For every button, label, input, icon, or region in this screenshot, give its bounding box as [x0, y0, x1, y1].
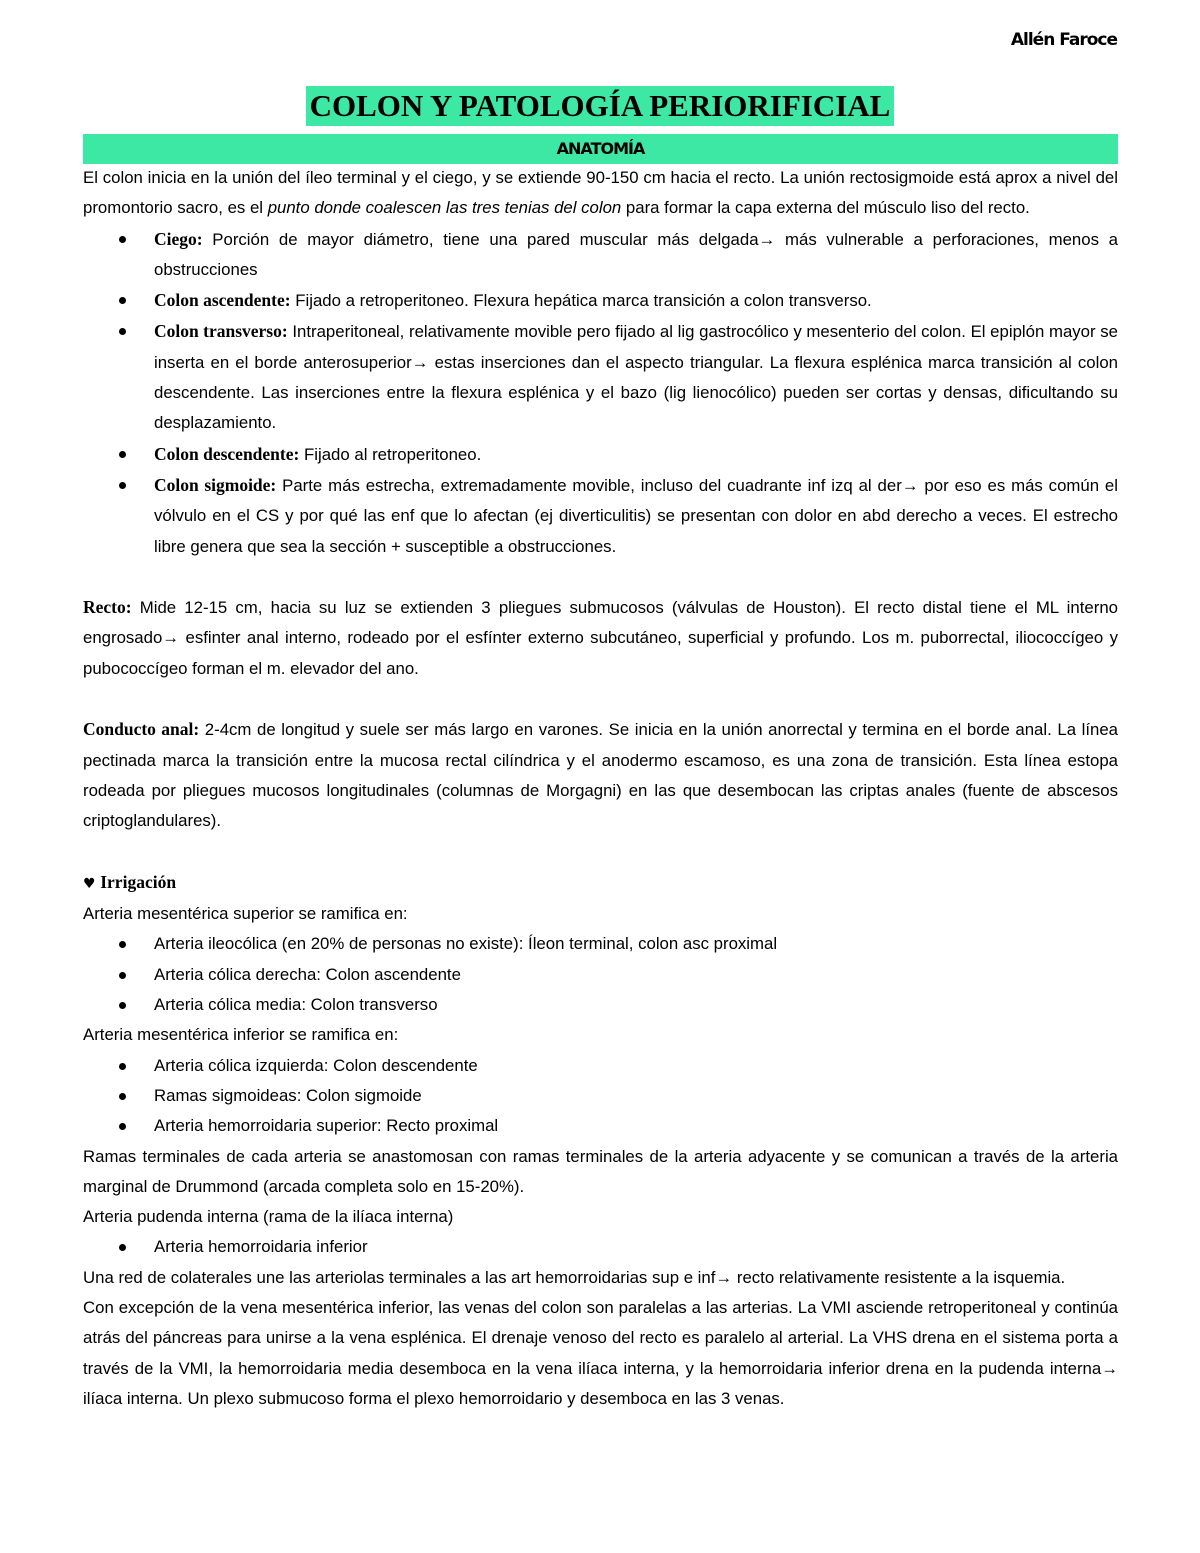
author-name: Allén Faroce	[1010, 30, 1117, 50]
spacer	[83, 684, 1118, 714]
list-item: Arteria hemorroidaria inferior	[83, 1232, 1118, 1262]
term-description: Parte más estrecha, extremadamente movible, incluso del cuadrante inf izq al der→ por eso es más común el vólvulo en el CS y por qué las enf que lo afectan (ej diverticulitis) se presentan con dolor en abd derecho a veces. El estrecho libre genera que sea la sección + susceptible a obstrucciones.	[154, 475, 1118, 556]
term-label: Colon ascendente:	[154, 290, 291, 311]
list-item	[83, 224, 1118, 286]
spacer	[83, 562, 1118, 592]
list-item: Arteria ileocólica (en 20% de personas no existe): Íleon terminal, colon asc proximal	[83, 929, 1118, 959]
pudenda-branches-list	[83, 1232, 1118, 1262]
conducto-paragraph	[83, 714, 1118, 836]
inf-intro: Arteria mesentérica inferior se ramifica en:	[83, 1025, 399, 1045]
term-label: Recto:	[83, 597, 132, 618]
heading-text: Irrigación	[100, 871, 177, 892]
list-item	[83, 439, 1118, 470]
term-label: Colon sigmoide:	[154, 474, 277, 495]
intro-text-a: El colon inicia en la unión del íleo terminal y el ciego, y se extiende 90-150 cm hacia el recto. La unión rectosigmoide está aprox a nivel del promontorio sacro, es el	[83, 168, 1118, 218]
irrigacion-heading	[83, 867, 1118, 899]
intro-text-c: para formar la capa externa del músculo liso del recto.	[621, 198, 1030, 218]
list-item: Ramas sigmoideas: Colon sigmoide	[83, 1081, 1118, 1111]
list-item	[83, 470, 1118, 562]
heart-icon: ♥	[83, 875, 96, 892]
term-description: Intraperitoneal, relativamente movible pero fijado al lig gastrocólico y mesenterio del colon. El epiplón mayor se inserta en el borde anterosuperior→ estas inserciones dan el aspecto triangular. La flexura esplénica marca transición al colon descendente. Las inserciones entre la flexura esplénica y el bazo (lig lienocólico) pueden ser cortas y densas, dificultando su desplazamiento.	[154, 322, 1118, 433]
venous-paragraph: Con excepción de la vena mesentérica inferior, las venas del colon son paralelas a las arterias. La VMI asciende retroperitoneal y continúa atrás del páncreas para unirse a la vena esplénica. El drenaje venoso del recto es paralelo al arterial. La VHS drena en el sistema porta a través de la VMI, la hemorroidaria media desemboca en la vena ilíaca interna, y la hemorroidaria inferior drena en la pudenda interna→ ilíaca interna. Un plexo submucoso forma el plexo hemorroidario y desemboca en las 3 venas.	[83, 1297, 1118, 1408]
term-description: Fijado a retroperitoneo. Flexura hepática marca transición a colon transverso.	[290, 291, 872, 311]
term-description: Porción de mayor diámetro, tiene una pared muscular más delgada→ más vulnerable a perforaciones, menos a obstrucciones	[154, 229, 1118, 279]
term-description: Fijado al retroperitoneo.	[299, 444, 482, 464]
term-label: Ciego:	[154, 228, 203, 249]
list-item: Arteria cólica derecha: Colon ascendente	[83, 960, 1118, 990]
list-item	[83, 285, 1118, 316]
list-item	[83, 316, 1118, 438]
inf-branches-list	[83, 1051, 1118, 1142]
page-title: COLON Y PATOLOGÍA PERIORIFICIAL	[306, 86, 895, 126]
intro-paragraph	[83, 163, 1118, 224]
pudenda-intro: Arteria pudenda interna (rama de la ilíaca interna)	[83, 1207, 454, 1227]
document-body	[83, 163, 1118, 1414]
list-item: Arteria hemorroidaria superior: Recto proximal	[83, 1111, 1118, 1141]
section-heading-anatomia: ANATOMÍA	[83, 134, 1118, 164]
spacer	[83, 837, 1118, 867]
sup-branches-list	[83, 929, 1118, 1020]
term-label: Colon descendente:	[154, 443, 300, 464]
term-label: Colon transverso:	[154, 321, 288, 342]
intro-text-italic: punto donde coalescen las tres tenias del colon	[267, 198, 622, 218]
colon-segments-list	[83, 224, 1118, 562]
term-description: Mide 12-15 cm, hacia su luz se extienden 3 pliegues submucosos (válvulas de Houston). El recto distal tiene el ML interno engrosado→ esfinter anal interno, rodeado por el esfínter externo subcutáneo, superficial y profundo. Los m. puborrectal, iliococcígeo y pubococcígeo forman el m. elevador del ano.	[83, 598, 1118, 678]
term-description: 2-4cm de longitud y suele ser más largo en varones. Se inicia en la unión anorrectal y termina en el borde anal. La línea pectinada marca la transición entre la mucosa rectal cilíndrica y el anodermo escamoso, es una zona de transición. Esta línea estopa rodeada por pliegues mucosos longitudinales (columnas de Morgagni) en las que desembocan las criptas anales (fuente de abscesos criptoglandulares).	[83, 720, 1119, 831]
term-label: Conducto anal:	[83, 719, 200, 740]
collaterals-paragraph: Una red de colaterales une las arteriolas terminales a las art hemorroidarias sup e inf→ recto relativamente resistente a la isquemia.	[83, 1267, 1066, 1287]
list-item: Arteria cólica izquierda: Colon descendente	[83, 1051, 1118, 1081]
title-container	[0, 86, 1200, 126]
sup-intro: Arteria mesentérica superior se ramifica en:	[83, 904, 408, 924]
list-item: Arteria cólica media: Colon transverso	[83, 990, 1118, 1020]
anastomosis-paragraph: Ramas terminales de cada arteria se anastomosan con ramas terminales de la arteria adyacente y se comunican a través de la arteria marginal de Drummond (arcada completa solo en 15-20%).	[83, 1146, 1118, 1196]
recto-paragraph	[83, 592, 1118, 684]
